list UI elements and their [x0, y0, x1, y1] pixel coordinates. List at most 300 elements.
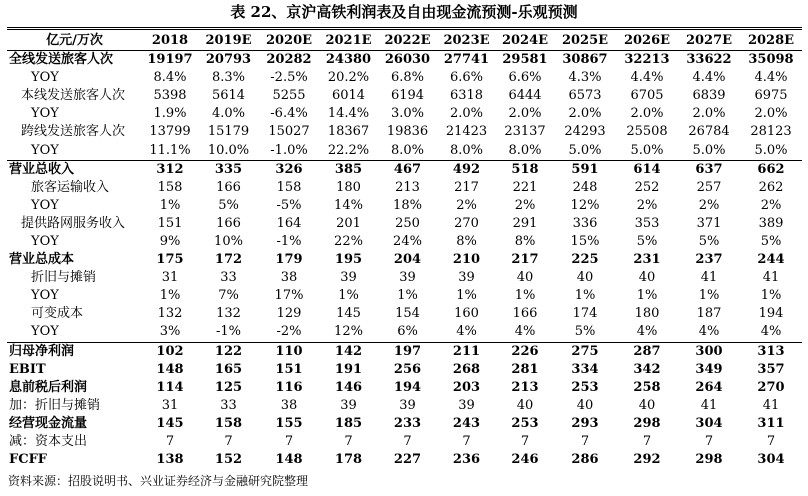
table-cell: 38 — [280, 270, 298, 286]
table-cell: 8.4% — [153, 70, 187, 86]
table-cell: 8% — [456, 233, 477, 249]
table-cell: 110 — [259, 342, 319, 361]
table-cell: 39 — [340, 270, 357, 286]
table-cell: 7% — [218, 288, 239, 304]
table-cell: 5255 — [272, 88, 306, 104]
table-cell: 166 — [216, 215, 241, 231]
row-label: 折旧与摊销 — [31, 270, 97, 286]
table-cell: 492 — [437, 160, 496, 179]
table-cell: 39 — [458, 270, 475, 286]
table-cell: 26784 — [688, 124, 730, 140]
table-cell: 114 — [156, 379, 184, 395]
table-cell: 6014 — [331, 88, 366, 104]
table-cell: 213 — [511, 379, 539, 395]
table-cell: 2% — [760, 197, 782, 213]
table-cell: 298 — [633, 415, 661, 431]
table-cell: 4% — [636, 324, 658, 340]
row-label: YOY — [31, 142, 59, 158]
row-label: YOY — [31, 288, 59, 304]
unit-header: 亿元/万次 — [7, 31, 142, 51]
row-label: 营业总收入 — [7, 160, 142, 179]
table-cell: 31 — [161, 270, 179, 286]
table-row — [7, 379, 802, 397]
row-label: 跨线发送旅客人次 — [21, 124, 126, 140]
table-cell: 28123 — [750, 124, 792, 140]
table-cell: 40 — [638, 270, 656, 286]
table-cell: 5.0% — [692, 142, 726, 158]
table-cell: 116 — [275, 379, 303, 395]
table-cell: 160 — [454, 306, 479, 322]
table-cell: 2.0% — [692, 106, 726, 122]
table-cell: 246 — [511, 452, 539, 468]
table-cell: 14% — [334, 197, 363, 213]
table-cell: 125 — [214, 379, 243, 395]
table-cell: 145 — [156, 415, 184, 431]
table-cell: 5614 — [211, 88, 246, 104]
table-cell: 187 — [696, 306, 722, 322]
table-cell: 6% — [397, 324, 418, 340]
year-header: 2023E — [437, 31, 496, 51]
table-cell: 39 — [340, 397, 357, 413]
table-cell: -1% — [276, 233, 302, 249]
table-cell: 2% — [636, 197, 658, 213]
table-cell: 21423 — [445, 124, 488, 140]
table-cell: 5% — [636, 233, 658, 249]
table-cell: 275 — [554, 342, 616, 361]
table-cell: 18% — [393, 197, 422, 213]
table-cell: 195 — [334, 252, 363, 268]
table-cell: 142 — [319, 342, 378, 361]
table-cell: 194 — [393, 379, 422, 395]
table-row — [7, 233, 802, 251]
table-cell: 5.0% — [630, 142, 664, 158]
table-cell: 2.0% — [630, 106, 664, 122]
table-cell: 7 — [580, 434, 590, 450]
year-header: 2024E — [496, 31, 554, 51]
table-cell: 132 — [216, 306, 241, 322]
table-cell: 248 — [572, 179, 598, 195]
row-label: YOY — [31, 324, 59, 340]
table-cell: 7 — [704, 434, 714, 450]
table-cell: 614 — [616, 160, 678, 179]
table-cell: 204 — [393, 252, 422, 268]
row-label: YOY — [31, 233, 59, 249]
row-label: YOY — [31, 70, 59, 86]
row-label: 全线发送旅客人次 — [9, 52, 114, 68]
table-cell: 197 — [378, 342, 437, 361]
table-cell: 33622 — [686, 52, 732, 68]
table-cell: 158 — [276, 179, 302, 195]
table-cell: 4.4% — [630, 70, 664, 86]
table-cell: 257 — [696, 179, 722, 195]
table-cell: 155 — [275, 415, 303, 431]
table-cell: 353 — [634, 215, 660, 231]
table-cell: 4.4% — [754, 70, 788, 86]
table-cell: 270 — [454, 215, 479, 231]
table-cell: 291 — [512, 215, 538, 231]
year-header: 2018 — [142, 31, 198, 51]
financial-forecast-table — [7, 31, 802, 469]
table-cell: 8.0% — [449, 142, 484, 158]
table-cell: 287 — [616, 342, 678, 361]
table-cell: 292 — [633, 452, 661, 468]
table-cell: -2.5% — [270, 70, 308, 86]
table-cell: 19197 — [147, 52, 193, 68]
table-cell: 7 — [462, 434, 471, 450]
table-cell: 2.0% — [449, 106, 484, 122]
table-cell: 253 — [571, 379, 599, 395]
table-cell: 311 — [757, 415, 785, 431]
table-cell: 6975 — [754, 88, 788, 104]
table-cell: 40 — [576, 397, 594, 413]
header-row — [7, 31, 802, 51]
table-cell: 6.8% — [390, 70, 425, 86]
table-cell: 22% — [334, 233, 363, 249]
table-cell: 35098 — [748, 52, 794, 68]
table-cell: 8.0% — [508, 142, 542, 158]
table-cell: 357 — [757, 361, 785, 377]
table-cell: 221 — [512, 179, 538, 195]
table-cell: 10% — [214, 233, 243, 249]
table-cell: 217 — [454, 179, 479, 195]
table-cell: 7 — [224, 434, 233, 450]
table-cell: 40 — [516, 397, 534, 413]
table-cell: 349 — [695, 361, 723, 377]
table-row — [7, 215, 802, 233]
table-cell: 41 — [700, 397, 718, 413]
row-label: YOY — [31, 106, 59, 122]
table-cell: 13799 — [149, 124, 191, 140]
table-cell: 342 — [633, 361, 661, 377]
table-cell: 12% — [334, 324, 363, 340]
table-cell: 145 — [336, 306, 361, 322]
table-cell: 3% — [159, 324, 181, 340]
table-cell: 268 — [452, 361, 481, 377]
table-cell: 7 — [403, 434, 412, 450]
table-cell: 15027 — [268, 124, 310, 140]
table-cell: 637 — [678, 160, 740, 179]
table-cell: -6.4% — [270, 106, 308, 122]
table-cell: 336 — [572, 215, 598, 231]
row-label: 加：折旧与摊销 — [9, 397, 101, 413]
table-cell: 6.6% — [508, 70, 542, 86]
table-cell: 38 — [280, 397, 298, 413]
table-cell: 5398 — [153, 88, 187, 104]
table-cell: 1% — [159, 197, 181, 213]
table-cell: 151 — [275, 361, 303, 377]
table-row — [7, 415, 802, 433]
table-cell: 10.0% — [207, 142, 250, 158]
table-cell: 41 — [762, 270, 780, 286]
table-cell: 258 — [633, 379, 661, 395]
title-rule-double — [7, 29, 802, 30]
year-header: 2021E — [319, 31, 378, 51]
table-cell: 138 — [156, 452, 184, 468]
table-row — [7, 451, 802, 469]
table-cell: 40 — [516, 270, 534, 286]
table-cell: 252 — [634, 179, 660, 195]
table-cell: 132 — [157, 306, 183, 322]
table-cell: 4% — [456, 324, 477, 340]
table-cell: 12% — [570, 197, 600, 213]
table-cell: 18367 — [327, 124, 370, 140]
table-cell: 33 — [220, 270, 237, 286]
table-cell: 165 — [214, 361, 243, 377]
table-cell: 213 — [395, 179, 420, 195]
table-cell: 129 — [276, 306, 302, 322]
table-row — [7, 160, 802, 179]
table-row — [7, 251, 802, 269]
table-cell: 313 — [740, 342, 802, 361]
table-cell: 122 — [198, 342, 259, 361]
table-cell: 2.0% — [568, 106, 602, 122]
table-cell: 15179 — [207, 124, 250, 140]
table-cell: 180 — [634, 306, 660, 322]
table-cell: 518 — [496, 160, 554, 179]
table-row — [7, 87, 802, 105]
table-cell: 5% — [574, 324, 596, 340]
table-cell: 41 — [762, 397, 780, 413]
table-cell: 2% — [456, 197, 477, 213]
table-row — [7, 433, 802, 451]
table-cell: 30867 — [562, 52, 608, 68]
table-cell: 2% — [698, 197, 720, 213]
table-cell: -5% — [276, 197, 302, 213]
table-cell: 1% — [338, 288, 359, 304]
table-cell: 286 — [571, 452, 599, 468]
table-cell: -2% — [276, 324, 302, 340]
table-cell: 334 — [571, 361, 599, 377]
table-cell: 4% — [760, 324, 782, 340]
table-cell: 178 — [334, 452, 363, 468]
table-row — [7, 305, 802, 323]
row-label: 旅客运输收入 — [31, 179, 110, 195]
table-cell: 179 — [275, 252, 303, 268]
table-cell: 4% — [514, 324, 536, 340]
table-cell: 203 — [452, 379, 481, 395]
table-cell: 6194 — [390, 88, 425, 104]
table-row — [7, 179, 802, 197]
table-cell: 4.4% — [692, 70, 726, 86]
table-cell: 2% — [514, 197, 536, 213]
table-cell: 6.6% — [449, 70, 484, 86]
table-cell: 467 — [378, 160, 437, 179]
table-cell: 264 — [695, 379, 723, 395]
table-cell: 371 — [696, 215, 722, 231]
table-cell: 20282 — [266, 52, 312, 68]
table-cell: 39 — [399, 270, 416, 286]
row-label: 可变成本 — [31, 306, 84, 322]
table-cell: 174 — [572, 306, 598, 322]
row-label: 减：资本支出 — [9, 434, 88, 450]
year-header: 2020E — [259, 31, 319, 51]
table-cell: 22.2% — [327, 142, 370, 158]
table-cell: 9% — [159, 233, 181, 249]
table-cell: 201 — [336, 215, 361, 231]
table-cell: 7 — [284, 434, 294, 450]
table-cell: 1% — [636, 288, 658, 304]
table-cell: 236 — [452, 452, 481, 468]
table-cell: 243 — [452, 415, 481, 431]
table-row — [7, 105, 802, 123]
table-cell: 11.1% — [149, 142, 191, 158]
table-cell: -1.0% — [270, 142, 308, 158]
table-cell: 217 — [511, 252, 539, 268]
table-cell: 1% — [514, 288, 536, 304]
table-row — [7, 342, 802, 361]
table-cell: 23137 — [504, 124, 546, 140]
table-cell: 102 — [142, 342, 198, 361]
table-cell: 194 — [758, 306, 784, 322]
table-cell: 14.4% — [327, 106, 370, 122]
table-row — [7, 141, 802, 160]
table-cell: 293 — [571, 415, 599, 431]
table-cell: 4.3% — [568, 70, 602, 86]
table-cell: 20793 — [205, 52, 252, 68]
table-cell: 389 — [758, 215, 784, 231]
table-cell: 5% — [698, 233, 720, 249]
table-cell: 180 — [336, 179, 361, 195]
table-cell: 166 — [512, 306, 538, 322]
table-cell: 7 — [520, 434, 530, 450]
table-cell: 4% — [698, 324, 720, 340]
year-header: 2028E — [740, 31, 802, 51]
table-cell: 24380 — [325, 52, 372, 68]
source-note: 资料来源：招股说明书、兴业证券经济与金融研究院整理 — [8, 474, 309, 488]
table-row — [7, 197, 802, 215]
table-cell: 154 — [395, 306, 420, 322]
table-cell: 298 — [695, 452, 723, 468]
table-cell: 31 — [161, 397, 179, 413]
title-rule — [7, 27, 802, 28]
table-cell: 662 — [740, 160, 802, 179]
table-cell: 185 — [334, 415, 363, 431]
table-cell: 210 — [452, 252, 481, 268]
table-cell: 226 — [496, 342, 554, 361]
table-cell: 1% — [456, 288, 477, 304]
table-cell: 166 — [216, 179, 241, 195]
table-cell: 5.0% — [754, 142, 788, 158]
table-cell: 256 — [393, 361, 422, 377]
table-cell: 39 — [458, 397, 475, 413]
table-cell: 312 — [142, 160, 198, 179]
table-cell: 304 — [695, 415, 723, 431]
row-label: 营业总成本 — [9, 252, 75, 268]
year-header: 2027E — [678, 31, 740, 51]
row-label: 息前税后利润 — [9, 379, 88, 395]
table-cell: 33 — [220, 397, 237, 413]
table-cell: 5% — [218, 197, 239, 213]
table-cell: 304 — [757, 452, 785, 468]
table-cell: 24293 — [564, 124, 606, 140]
table-cell: 7 — [344, 434, 353, 450]
table-cell: 6839 — [692, 88, 726, 104]
table-cell: 20.2% — [327, 70, 370, 86]
table-cell: 1% — [698, 288, 720, 304]
table-cell: 41 — [700, 270, 718, 286]
table-cell: 1% — [397, 288, 418, 304]
year-header: 2026E — [616, 31, 678, 51]
table-row — [7, 51, 802, 70]
table-cell: 4.0% — [211, 106, 246, 122]
table-cell: 17% — [274, 288, 304, 304]
year-header: 2019E — [198, 31, 259, 51]
table-cell: 15% — [570, 233, 600, 249]
table-cell: 8% — [514, 233, 536, 249]
table-cell: 244 — [757, 252, 785, 268]
table-cell: 270 — [757, 379, 785, 395]
table-row — [7, 397, 802, 415]
row-label: YOY — [31, 197, 59, 213]
table-cell: 335 — [198, 160, 259, 179]
table-row — [7, 69, 802, 87]
table-row — [7, 323, 802, 342]
table-cell: 29581 — [502, 52, 548, 68]
table-cell: 253 — [511, 415, 539, 431]
table-row — [7, 287, 802, 305]
table-cell: 591 — [554, 160, 616, 179]
table-row — [7, 123, 802, 141]
table-cell: 3.0% — [390, 106, 425, 122]
table-cell: 1% — [574, 288, 596, 304]
table-row — [7, 269, 802, 287]
table-row — [7, 361, 802, 379]
row-label: 本线发送旅客人次 — [21, 88, 126, 104]
table-cell: 262 — [758, 179, 784, 195]
table-cell: 2.0% — [508, 106, 542, 122]
table-cell: -1% — [215, 324, 242, 340]
table-cell: 172 — [214, 252, 243, 268]
table-cell: 39 — [399, 397, 416, 413]
table-cell: 148 — [156, 361, 184, 377]
year-header: 2025E — [554, 31, 616, 51]
table-cell: 8.3% — [211, 70, 246, 86]
table-cell: 146 — [334, 379, 363, 395]
table-cell: 151 — [157, 215, 183, 231]
table-cell: 8.0% — [390, 142, 425, 158]
table-cell: 250 — [395, 215, 420, 231]
table-cell: 19836 — [386, 124, 429, 140]
table-cell: 40 — [576, 270, 594, 286]
row-label: EBIT — [9, 361, 46, 377]
table-cell: 40 — [638, 397, 656, 413]
table-cell: 7 — [642, 434, 652, 450]
row-label: 经营现金流量 — [9, 415, 88, 431]
table-cell: 158 — [214, 415, 243, 431]
row-label: FCFF — [9, 452, 48, 468]
table-cell: 148 — [275, 452, 303, 468]
table-cell: 32213 — [624, 52, 670, 68]
table-cell: 5.0% — [568, 142, 602, 158]
table-cell: 227 — [393, 452, 422, 468]
table-cell: 5% — [760, 233, 782, 249]
table-cell: 1% — [760, 288, 782, 304]
table-cell: 164 — [276, 215, 302, 231]
table-title: 表 22、京沪高铁利润表及自由现金流预测-乐观预测 — [230, 3, 578, 21]
table-cell: 281 — [511, 361, 539, 377]
table-cell: 7 — [766, 434, 776, 450]
year-header: 2022E — [378, 31, 437, 51]
table-cell: 385 — [319, 160, 378, 179]
table-cell: 158 — [157, 179, 183, 195]
table-cell: 233 — [393, 415, 422, 431]
table-cell: 1.9% — [153, 106, 187, 122]
row-label: 提供路网服务收入 — [21, 215, 126, 231]
table-cell: 6705 — [630, 88, 664, 104]
table-cell: 27741 — [443, 52, 490, 68]
table-cell: 6318 — [449, 88, 484, 104]
table-cell: 6444 — [508, 88, 542, 104]
